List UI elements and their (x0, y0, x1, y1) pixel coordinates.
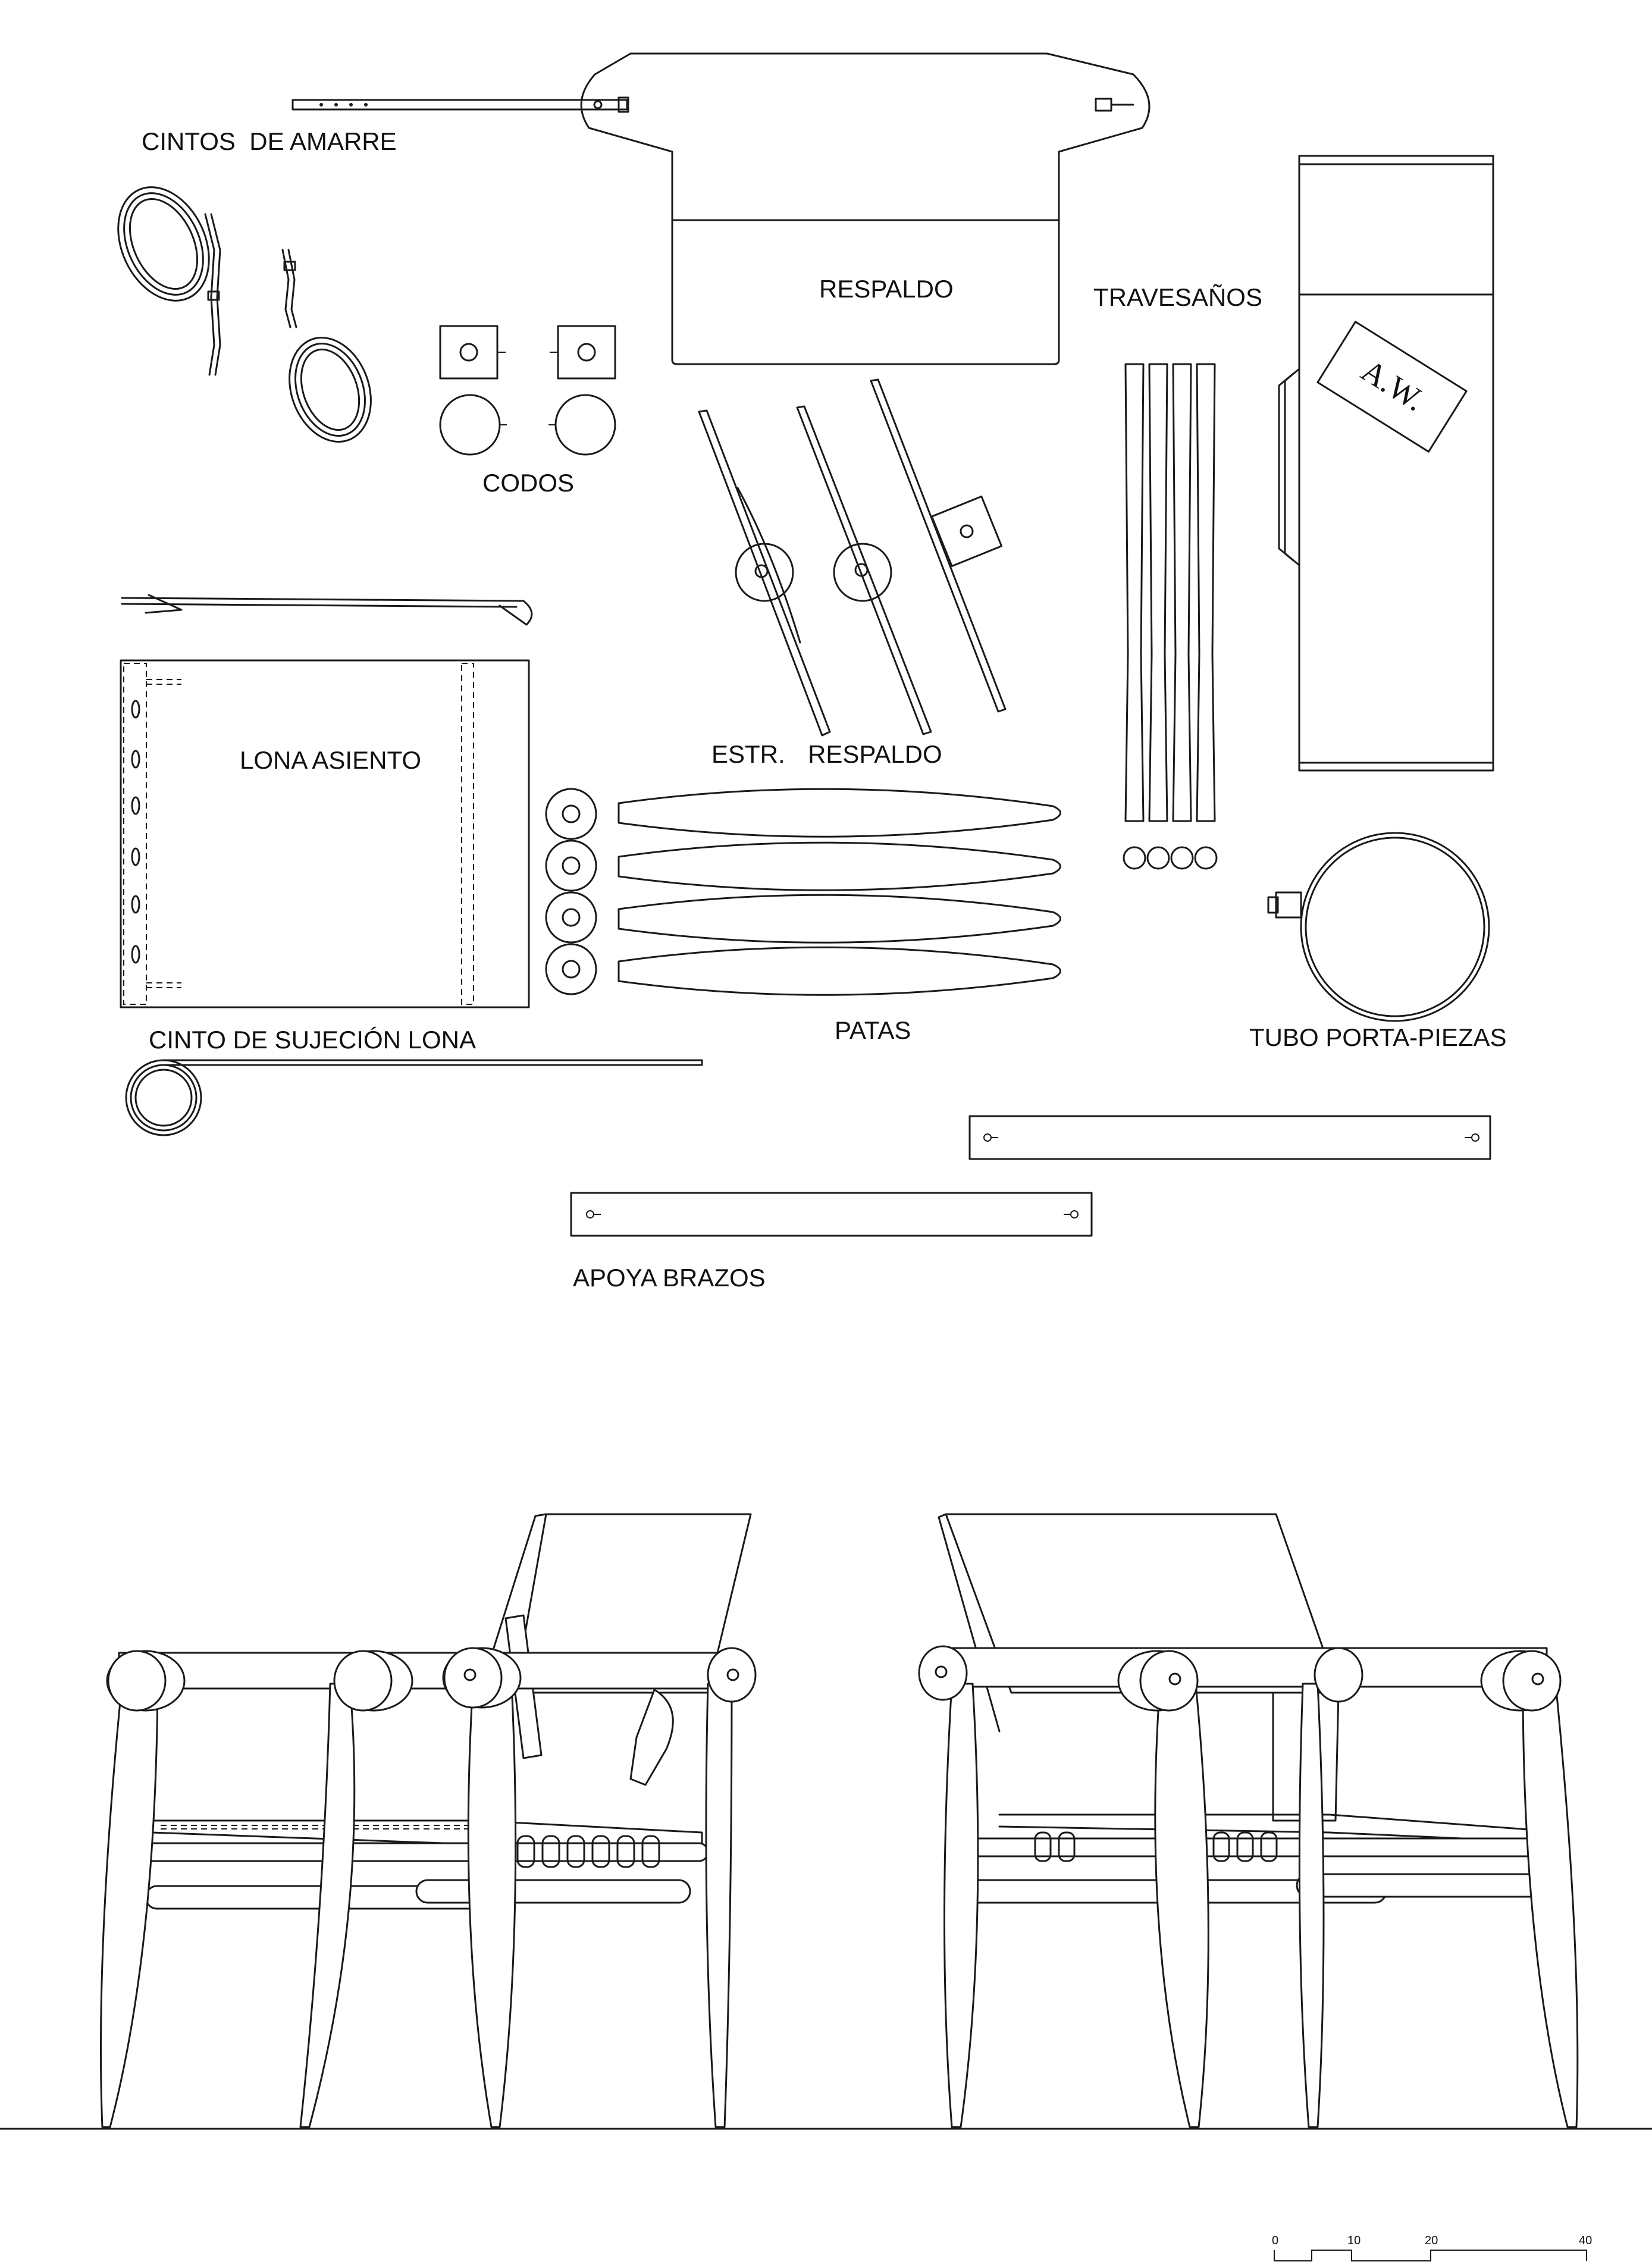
scale-tick-20: 20 (1425, 2234, 1438, 2247)
label-lona-asiento: LONA ASIENTO (240, 746, 422, 774)
strap-top (293, 98, 628, 112)
label-patas: PATAS (835, 1016, 911, 1044)
label-estr-respaldo: RESPALDO (808, 740, 942, 768)
coiled-strap-1 (101, 173, 226, 375)
chair-front-view (101, 1514, 756, 2127)
label-cinto-sujecion: CINTO DE SUJECIÓN LONA (149, 1026, 476, 1054)
scale-tick-40: 40 (1579, 2234, 1593, 2247)
label-travesanos: TRAVESAÑOS (1093, 283, 1262, 311)
apoya-brazos (571, 1116, 1490, 1236)
respaldo-canvas (581, 54, 1149, 364)
coiled-strap-2 (275, 250, 385, 453)
label-codos: CODOS (482, 469, 575, 497)
patas (619, 789, 1061, 995)
codos (440, 326, 615, 455)
label-cintos-amarre: CINTOS DE AMARRE (142, 127, 397, 155)
washers (546, 789, 596, 994)
lona-asiento (121, 660, 529, 1007)
travesanos (1124, 364, 1217, 869)
label-respaldo: RESPALDO (819, 275, 954, 303)
monogram-text: A.W. (1355, 352, 1431, 418)
label-estr: ESTR. (711, 740, 785, 768)
label-tubo: TUBO PORTA-PIEZAS (1249, 1023, 1507, 1051)
tubo-porta-piezas (1268, 156, 1493, 1021)
scale-tick-0: 0 (1272, 2234, 1279, 2247)
scale-bar (1272, 2234, 1592, 2261)
backrest-struts (699, 380, 1005, 735)
chair-side-view (919, 1514, 1578, 2127)
cinto-sujecion-lower (126, 1060, 702, 1135)
cinto-sujecion-upper (122, 595, 532, 625)
label-apoya-brazos: APOYA BRAZOS (573, 1264, 766, 1292)
scale-tick-10: 10 (1347, 2234, 1361, 2247)
